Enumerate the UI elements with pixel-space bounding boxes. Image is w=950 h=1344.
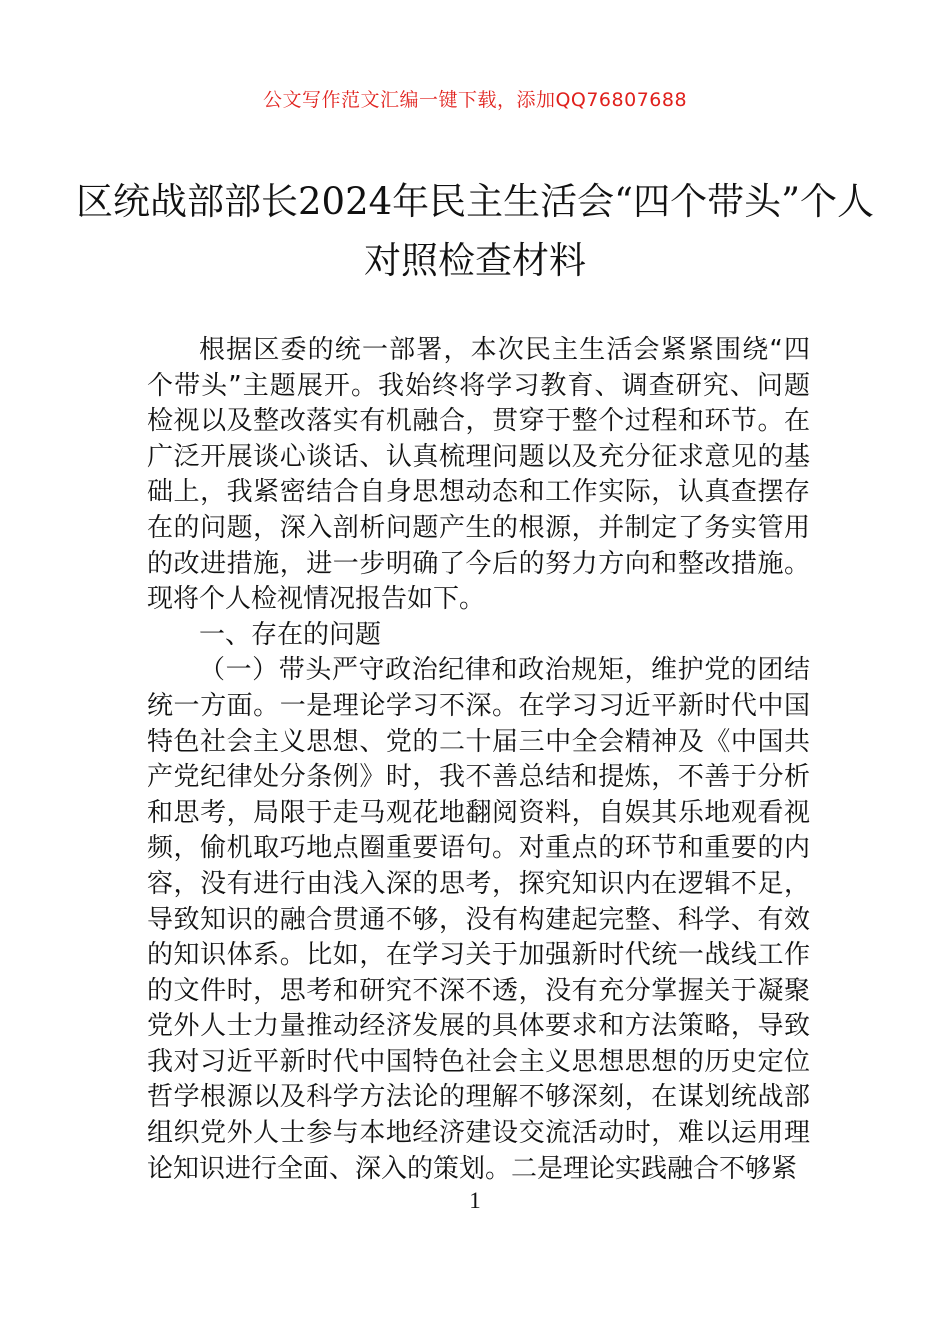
download-banner: 公文写作范文汇编一键下载，添加QQ76807688 (262, 89, 688, 111)
document-body (147, 333, 810, 1187)
document-title: 区统战部部长2024年民主生活会“四个带头”个人对照检查材料 (76, 180, 874, 282)
intro-paragraph: 根据区委的统一部署，本次民主生活会紧紧围绕“四个带头”主题展开。我始终将学习教育、调查研究、问题检视以及整改落实有机融合，贯穿于整个过程和环节。在广泛开展谈心谈话、认真梳理问题以及充分征求意见的基础上，我紧密结合自身思想动态和工作实际，认真查摆存在的问题，深入剖析问题产生的根源，并制定了务实管用的改进措施，进一步明确了今后的努力方向和整改措施。现将个人检视情况报告如下。 (147, 335, 810, 615)
section-paragraph: （一）带头严守政治纪律和政治规矩，维护党的团结统一方面。一是理论学习不深。在学习习近平新时代中国特色社会主义思想、党的二十届三中全会精神及《中国共产党纪律处分条例》时，我不善总结和提炼，不善于分析和思考，局限于走马观花地翻阅资料，自娱其乐地观看视频，偷机取巧地点圈重要语句。对重点的环节和重要的内容，没有进行由浅入深的思考，探究知识内在逻辑不足，导致知识的融合贯通不够，没有构建起完整、科学、有效的知识体系。比如，在学习关于加强新时代统一战线工作的文件时，思考和研究不深不透，没有充分掌握关于凝聚党外人士力量推动经济发展的具体要求和方法策略，导致我对习近平新时代中国特色社会主义思想思想的历史定位哲学根源以及科学方法论的理解不够深刻，在谋划统战部组织党外人士参与本地经济建设交流活动时，难以运用理论知识进行全面、深入的策划。二是理论实践融合不够紧 (147, 655, 810, 1184)
section-heading: 一、存在的问题 (199, 619, 382, 650)
page-number: 1 (469, 1188, 481, 1213)
